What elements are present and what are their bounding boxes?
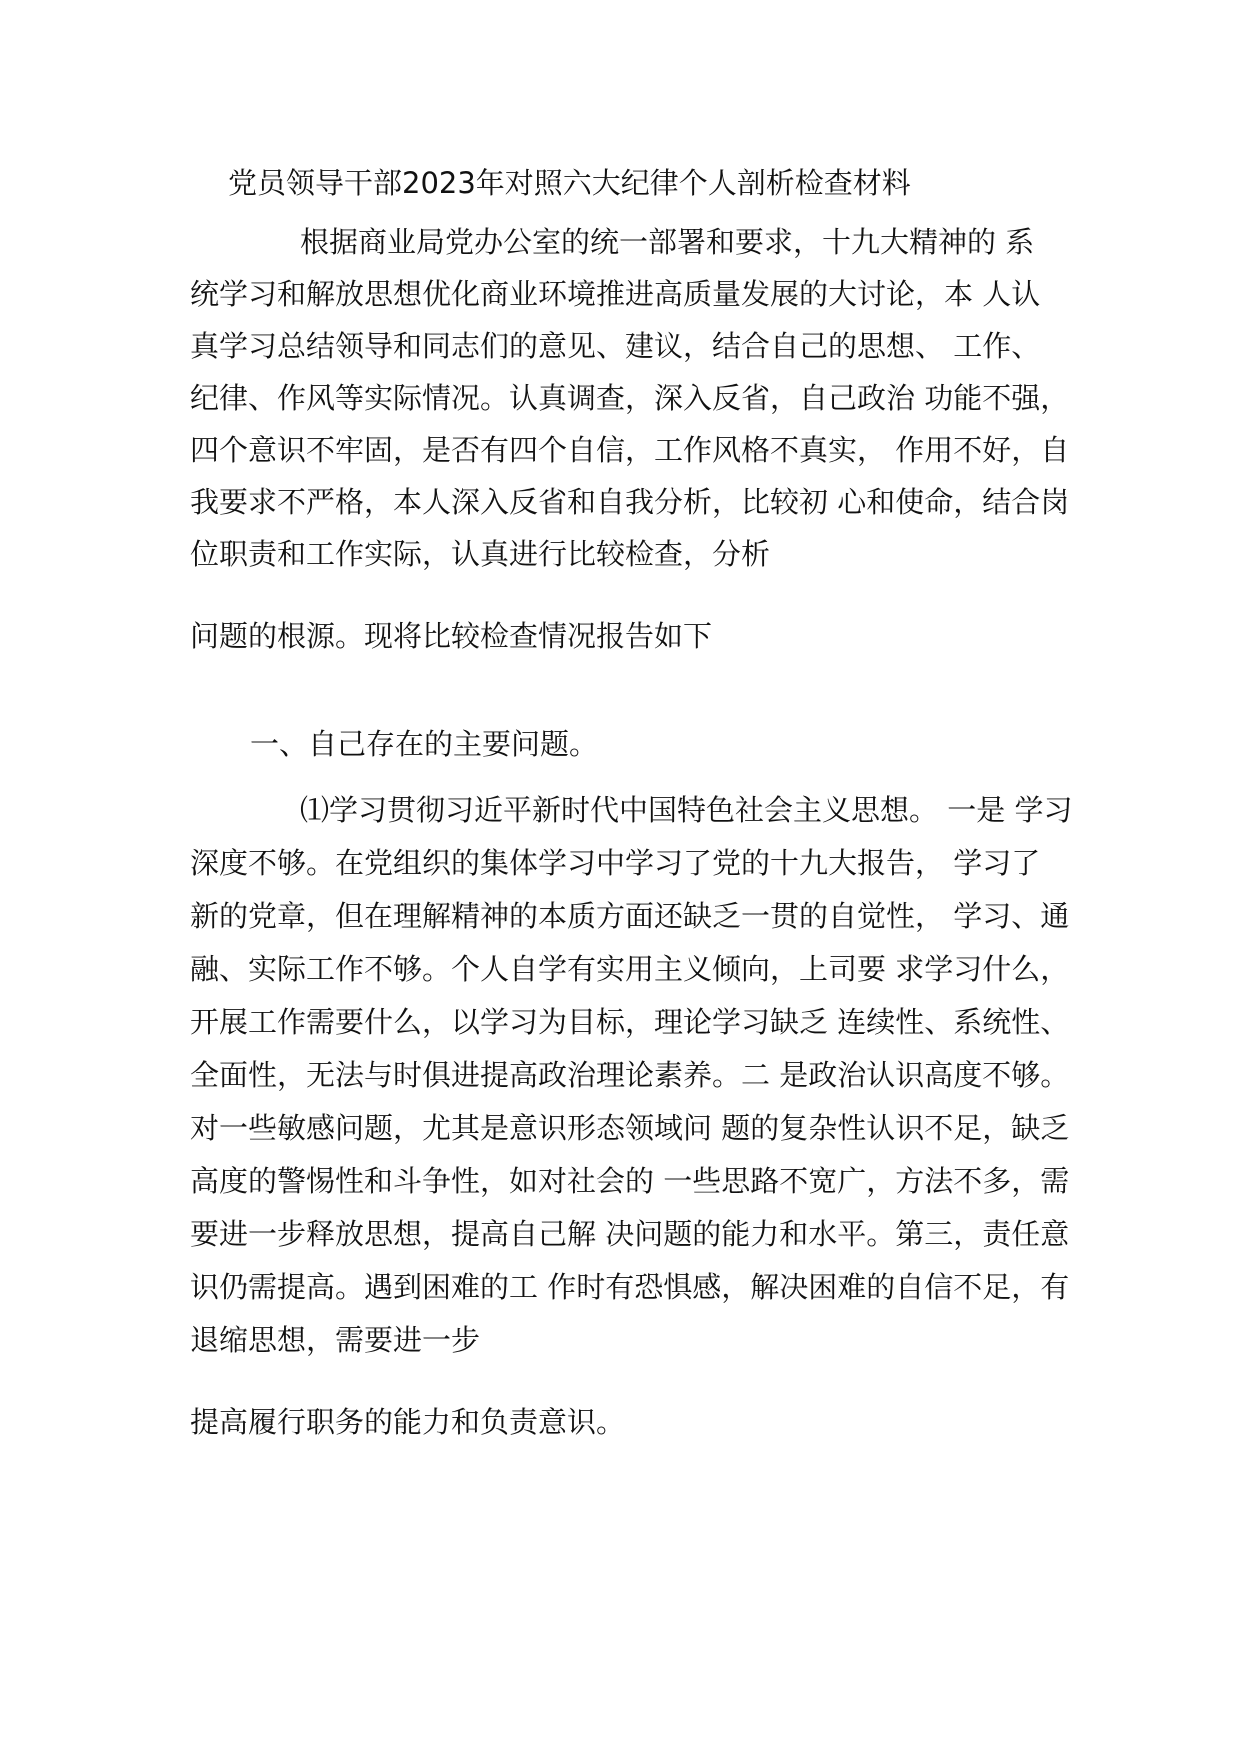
body-line-9: 要进一步释放思想，提高自己解 决问题的能力和水平。第三，责任意 bbox=[190, 1217, 1070, 1251]
intro-line-7: 位职责和工作实际，认真进行比较检查，分析 bbox=[190, 537, 771, 571]
body-line-12: 提高履行职务的能力和负责意识。 bbox=[190, 1405, 626, 1439]
body-line-4: 融、实际工作不够。个人自学有实用主义倾向，上司要 求学习什么， bbox=[190, 952, 1070, 986]
intro-line-1: 根据商业局党办公室的统一部署和要求，十九大精神的 系 bbox=[300, 225, 1035, 259]
document-title: 党员领导干部2023年对照六大纪律个人剖析检查材料 bbox=[228, 166, 911, 200]
body-line-1: ⑴学习贯彻习近平新时代中国特色社会主义思想。 一是 学习 bbox=[300, 793, 1073, 827]
intro-line-4: 纪律、作风等实际情况。认真调查，深入反省，自己政治 功能不强， bbox=[190, 381, 1070, 415]
intro-line-5: 四个意识不牢固，是否有四个自信，工作风格不真实， 作用不好，自 bbox=[190, 433, 1070, 467]
intro-line-3: 真学习总结领导和同志们的意见、建议，结合自己的思想、 工作、 bbox=[190, 329, 1041, 363]
section-heading: 一、自己存在的主要问题。 bbox=[250, 727, 599, 761]
intro-line-2: 统学习和解放思想优化商业环境推进高质量发展的大讨论，本 人认 bbox=[190, 277, 1041, 311]
body-line-6: 全面性，无法与时俱进提高政治理论素养。二 是政治认识高度不够。 bbox=[190, 1058, 1070, 1092]
body-line-5: 开展工作需要什么，以学习为目标，理论学习缺乏 连续性、系统性、 bbox=[190, 1005, 1070, 1039]
intro-line-6: 我要求不严格，本人深入反省和自我分析，比较初 心和使命，结合岗 bbox=[190, 485, 1070, 519]
body-line-2: 深度不够。在党组织的集体学习中学习了党的十九大报告， 学习了 bbox=[190, 846, 1041, 880]
body-line-7: 对一些敏感问题，尤其是意识形态领域问 题的复杂性认识不足，缺乏 bbox=[190, 1111, 1070, 1145]
body-line-10: 识仍需提高。遇到困难的工 作时有恐惧感，解决困难的自信不足，有 bbox=[190, 1270, 1070, 1304]
intro-line-8: 问题的根源。现将比较检查情况报告如下 bbox=[190, 619, 713, 653]
body-line-11: 退缩思想，需要进一步 bbox=[190, 1323, 481, 1357]
body-line-8: 高度的警惕性和斗争性，如对社会的 一些思路不宽广，方法不多，需 bbox=[190, 1164, 1070, 1198]
body-line-3: 新的党章，但在理解精神的本质方面还缺乏一贯的自觉性， 学习、通 bbox=[190, 899, 1070, 933]
